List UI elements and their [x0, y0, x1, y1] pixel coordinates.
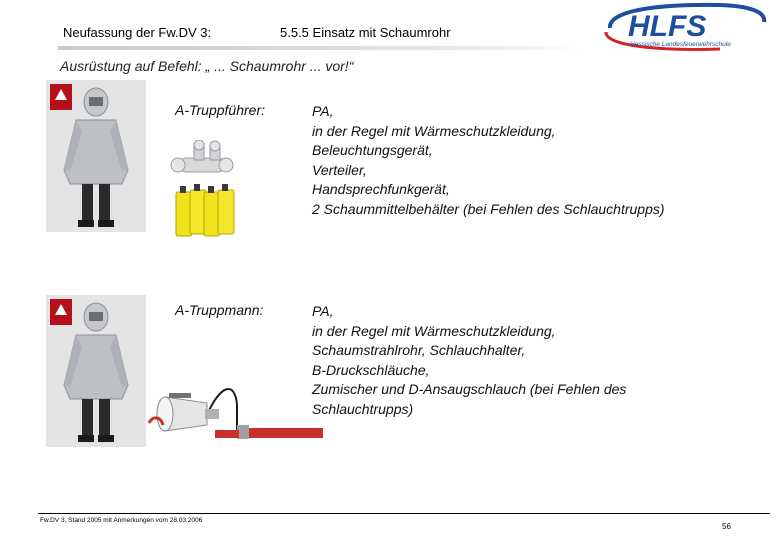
list-item: in der Regel mit Wärmeschutzkleidung, [312, 122, 556, 139]
list-item: Zumischer und D-Ansaugschlauch (bei Fehlen des [312, 381, 627, 397]
foam-canisters-icon [176, 184, 234, 236]
hlfs-logo [600, 2, 768, 52]
distributor-and-canisters-image [170, 140, 245, 240]
list-item: PA, [312, 303, 334, 319]
foam-pipe-and-hose-image [145, 375, 323, 450]
command-subtitle: Ausrüstung auf Befehl: „ ... Schaumrohr ... vor!“ [60, 58, 354, 74]
firefighter-photo-truppfuehrer [46, 80, 146, 232]
equipment-list-truppmann [312, 302, 752, 419]
logo-text: HLFS [628, 10, 707, 43]
list-item: Schlauchtrupps) [312, 400, 414, 417]
footer-text: Fw.DV 3, Stand 2005 mit Anmerkungen vom 28.03.2006 [40, 517, 203, 524]
list-item: Handsprechfunkgerät, [312, 181, 450, 197]
list-item: in der Regel mit Wärmeschutzkleidung, [312, 322, 556, 339]
header-rule [58, 46, 578, 50]
logo-subtext: Hessische Landesfeuerwehrschule [630, 41, 731, 48]
list-item: Beleuchtungsgerät, [312, 142, 433, 158]
distributor-icon [171, 140, 233, 172]
page-number: 56 [722, 522, 731, 531]
list-item: Verteiler, [312, 161, 367, 178]
foam-pipe-icon [157, 393, 219, 431]
role-label-truppmann: A-Truppmann: [175, 302, 264, 318]
b-hose-icon [215, 425, 323, 439]
list-item: Schaumstrahlrohr, Schlauchhalter, [312, 342, 526, 358]
equipment-list-truppfuehrer [312, 102, 752, 219]
header-left-title: Neufassung der Fw.DV 3: [63, 25, 212, 40]
list-item: B-Druckschläuche, [312, 361, 430, 378]
footer-rule [38, 513, 770, 514]
role-label-truppfuehrer: A-Truppführer: [175, 102, 265, 118]
list-item: 2 Schaummittelbehälter (bei Fehlen des Schlauchtrupps) [312, 200, 665, 217]
header-section-title: 5.5.5 Einsatz mit Schaumrohr [280, 25, 451, 40]
firefighter-photo-truppmann [46, 295, 146, 447]
list-item: PA, [312, 103, 334, 119]
